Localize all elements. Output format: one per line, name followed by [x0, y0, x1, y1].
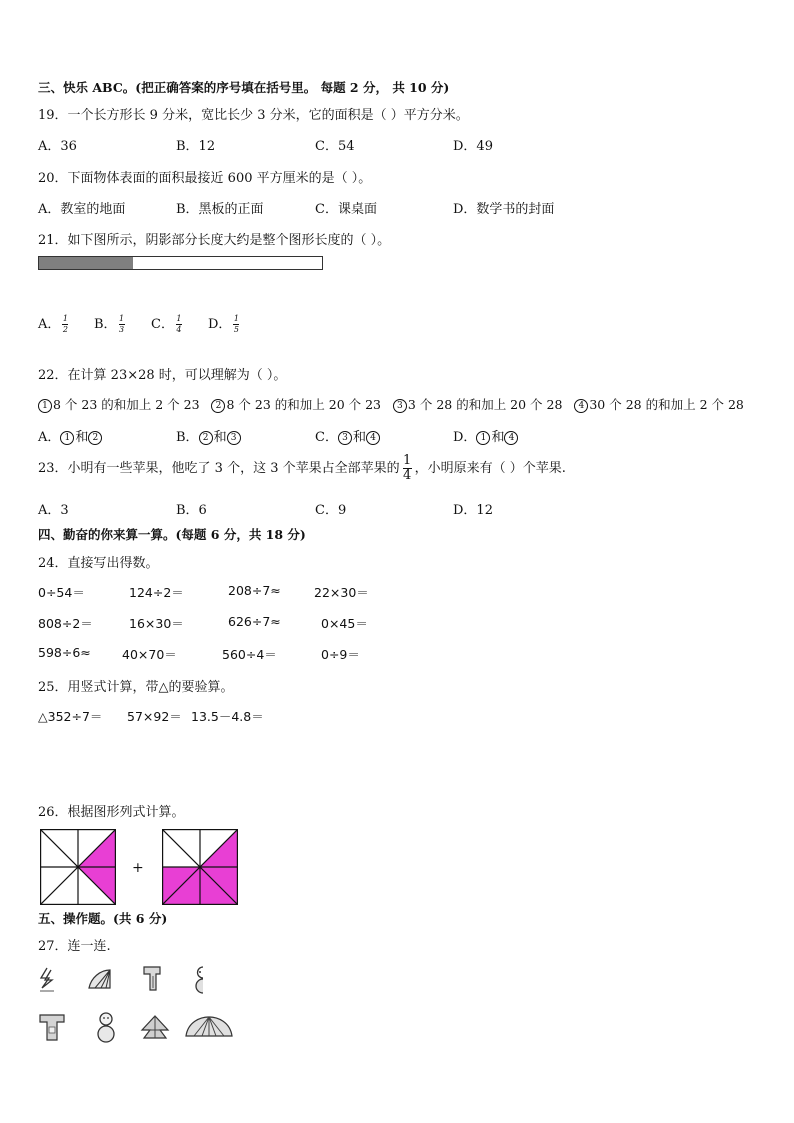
- q20-option-b: B．黑板的正面: [176, 202, 264, 217]
- calc-item: 598÷6≈: [38, 645, 91, 660]
- house-icon: [38, 1012, 66, 1042]
- q20-option-a: A．教室的地面: [38, 202, 126, 217]
- calc-item: 0×45＝: [321, 616, 368, 631]
- question-23: 23．小明有一些苹果，他吃了 3 个，这 3 个苹果占全部苹果的 $\frac{1}{4}$ ，小明原来有（ ）个苹果.: [38, 453, 566, 483]
- q22-option-c: C． 3 和 4: [315, 426, 381, 445]
- q19-option-a: A．36: [38, 139, 77, 154]
- plus-sign: +: [132, 860, 144, 876]
- question-24: 24．直接写出得数。: [38, 556, 159, 571]
- question-21: 21．如下图所示，阴影部分长度大约是整个图形长度的（ ）。: [38, 233, 391, 248]
- calc-item: 0÷54＝: [38, 585, 85, 600]
- q23-option-b: B．6: [176, 503, 207, 518]
- q22-item-3: 3 3 个 28 的和加上 20 个 28: [393, 397, 563, 412]
- calc-item: 560÷4＝: [222, 647, 277, 662]
- calc-item: 57×92＝: [127, 709, 182, 724]
- half-umbrella-icon: [86, 966, 114, 994]
- calc-item: 208÷7≈: [228, 583, 281, 598]
- calc-item: 626÷7≈: [228, 614, 281, 629]
- question-27: 27．连一连.: [38, 939, 111, 954]
- right-square-figure: [162, 829, 238, 905]
- calc-item: 808÷2＝: [38, 616, 93, 631]
- q19-option-b: B．12: [176, 139, 216, 154]
- q21-option-c: C． $\frac{1}{4}$: [151, 314, 182, 334]
- calc-item: 124÷2＝: [129, 585, 184, 600]
- question-22: 22．在计算 23×28 时，可以理解为（ ）。: [38, 368, 287, 383]
- q23-option-c: C．9: [315, 503, 347, 518]
- half-house-icon: [142, 964, 164, 994]
- q20-option-c: C．课桌面: [315, 202, 377, 217]
- arrow-tree-icon: [140, 1014, 170, 1042]
- section-4-title: 四、勤奋的你来算一算。(每题 6 分，共 18 分): [38, 527, 306, 542]
- section-3-title: 三、快乐 ABC。(把正确答案的序号填在括号里。 每题 2 分， 共 10 分): [38, 80, 450, 95]
- section-5-title: 五、操作题。(共 6 分): [38, 911, 168, 926]
- q22-item-4: 4 30 个 28 的和加上 2 个 28: [574, 397, 744, 412]
- q20-option-d: D．数学书的封面: [453, 202, 555, 217]
- q22-option-d: D． 1 和 4: [453, 426, 519, 445]
- shaded-part: [39, 257, 133, 269]
- question-19: 19．一个长方形长 9 分米，宽比长少 3 分米，它的面积是（ ）平方分米。: [38, 108, 469, 123]
- half-snowman-icon: [190, 964, 208, 996]
- q21-option-a: A． $\frac{1}{2}$: [38, 314, 68, 334]
- question-26: 26．根据图形列式计算。: [38, 805, 185, 820]
- q21-option-d: D． $\frac{1}{5}$: [208, 314, 239, 334]
- q23-option-a: A．3: [38, 503, 69, 518]
- q21-option-b: B． $\frac{1}{3}$: [94, 314, 125, 334]
- calc-item: 40×70＝: [122, 647, 177, 662]
- q22-option-b: B． 2 和 3: [176, 426, 242, 445]
- half-lightning-icon: [38, 966, 58, 994]
- calc-item: 22×30＝: [314, 585, 369, 600]
- q23-option-d: D．12: [453, 503, 493, 518]
- q22-option-a: A． 1 和 2: [38, 426, 103, 445]
- calc-item: △352÷7＝: [38, 709, 103, 724]
- calc-item: 0÷9＝: [321, 647, 360, 662]
- umbrella-icon: [184, 1014, 234, 1042]
- q22-item-2: 2 8 个 23 的和加上 20 个 23: [211, 397, 381, 412]
- q19-option-c: C．54: [315, 139, 355, 154]
- fraction-one-quarter: $\frac{1}{4}$: [402, 453, 412, 483]
- snowman-icon: [94, 1010, 118, 1044]
- calc-item: 16×30＝: [129, 616, 184, 631]
- question-20: 20．下面物体表面的面积最接近 600 平方厘米的是（ ）。: [38, 171, 372, 186]
- calc-item: 13.5－4.8＝: [191, 709, 264, 724]
- q22-item-1: 1 8 个 23 的和加上 2 个 23: [38, 397, 200, 412]
- left-square-figure: [40, 829, 116, 905]
- q22-items: [38, 395, 744, 413]
- question-25: 25．用竖式计算，带△的要验算。: [38, 680, 234, 695]
- length-bar: [38, 256, 323, 270]
- q19-option-d: D．49: [453, 139, 493, 154]
